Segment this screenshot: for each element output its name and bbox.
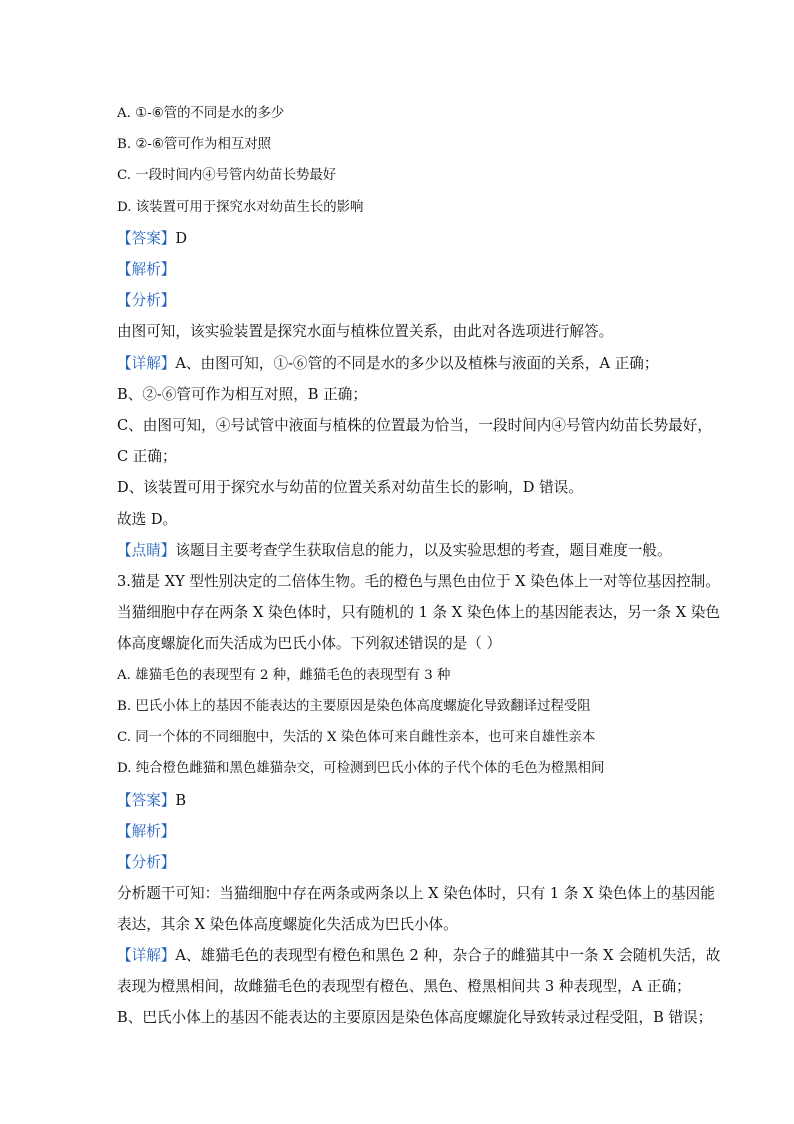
q2-fenxi-text: 由图可知，该实验装置是探究水面与植株位置关系，由此对各选项进行解答。 [117, 323, 614, 340]
comment-tag: 【点睛】 [117, 542, 176, 559]
q2-fenxi-tag: 【分析】 [117, 292, 176, 309]
q3-stem-line: 体高度螺旋化而失活成为巴氏小体。下列叙述错误的是（ ） [117, 635, 502, 652]
q2-comment [117, 541, 687, 561]
q2-option-d: D. 该装置可用于探究水对幼苗生长的影响 [117, 200, 364, 215]
q2-detail-line: 故选 D。 [117, 511, 178, 528]
q3-option-d: D. 纯合橙色雌猫和黑色雄猫杂交，可检测到巴氏小体的子代个体的毛色为橙黑相间 [117, 761, 605, 776]
q2-option-b: B. ②-⑥管可作为相互对照 [117, 137, 272, 152]
q3-detail-line: 表现为橙黑相间，故雌猫毛色的表现型有橙色、黑色、橙黑相间共 3 种表现型，A 正确； [117, 978, 691, 995]
answer-value: D [175, 230, 188, 247]
q2-detail-line: B、②-⑥管可作为相互对照，B 正确； [117, 386, 367, 403]
detail-text: A、由图可知，①-⑥管的不同是水的多少以及植株与液面的关系，A 正确； [175, 355, 659, 372]
q3-option-a: A. 雄猫毛色的表现型有 2 种，雌猫毛色的表现型有 3 种 [117, 668, 451, 683]
q3-detail-line: B、巴氏小体上的基因不能表达的主要原因是染色体高度螺旋化导致转录过程受阻，B 错误； [117, 1009, 713, 1026]
detail-tag: 【详解】 [117, 355, 176, 372]
q3-analysis-tag: 【解析】 [117, 823, 176, 840]
q2-answer [117, 229, 687, 249]
q3-answer [117, 791, 687, 811]
q3-fenxi-tag: 【分析】 [117, 854, 176, 871]
q3-detail-line [117, 946, 721, 966]
q3-fenxi-line: 表达，其余 X 染色体高度螺旋化失活成为巴氏小体。 [117, 916, 458, 933]
q2-detail-line [117, 354, 687, 374]
q2-option-c: C. 一段时间内④号管内幼苗长势最好 [117, 168, 337, 183]
q3-fenxi-line: 分析题干可知：当猫细胞中存在两条或两条以上 X 染色体时，只有 1 条 X 染色体上的基因能 [117, 885, 715, 902]
q3-option-b: B. 巴氏小体上的基因不能表达的主要原因是染色体高度螺旋化导致翻译过程受阻 [117, 699, 591, 714]
q3-stem-line: 3.猫是 XY 型性别决定的二倍体生物。毛的橙色与黑色由位于 X 染色体上一对等位基因控制。 [117, 573, 720, 590]
q2-detail-line: C 正确； [117, 448, 177, 465]
q2-option-a: A. ①-⑥管的不同是水的多少 [117, 106, 285, 121]
q2-detail-line: C、由图可知，④号试管中液面与植株的位置最为恰当，一段时间内④号管内幼苗长势最好， [117, 417, 712, 434]
detail-text: A、雄猫毛色的表现型有橙色和黑色 2 种，杂合子的雌猫其中一条 X 会随机失活，故 [175, 947, 721, 964]
answer-value: B [175, 792, 187, 809]
q3-stem-line: 当猫细胞中存在两条 X 染色体时，只有随机的 1 条 X 染色体上的基因能表达，另一条 X 染色 [117, 604, 720, 621]
detail-tag: 【详解】 [117, 947, 176, 964]
answer-tag: 【答案】 [117, 230, 176, 247]
q2-detail-line: D、该装置可用于探究水与幼苗的位置关系对幼苗生长的影响，D 错误。 [117, 479, 583, 496]
answer-tag: 【答案】 [117, 792, 176, 809]
q3-option-c: C. 同一个体的不同细胞中，失活的 X 染色体可来自雌性亲本，也可来自雄性亲本 [117, 730, 596, 745]
comment-text: 该题目主要考查学生获取信息的能力，以及实验思想的考查，题目难度一般。 [175, 542, 672, 559]
q2-analysis-tag: 【解析】 [117, 261, 176, 278]
